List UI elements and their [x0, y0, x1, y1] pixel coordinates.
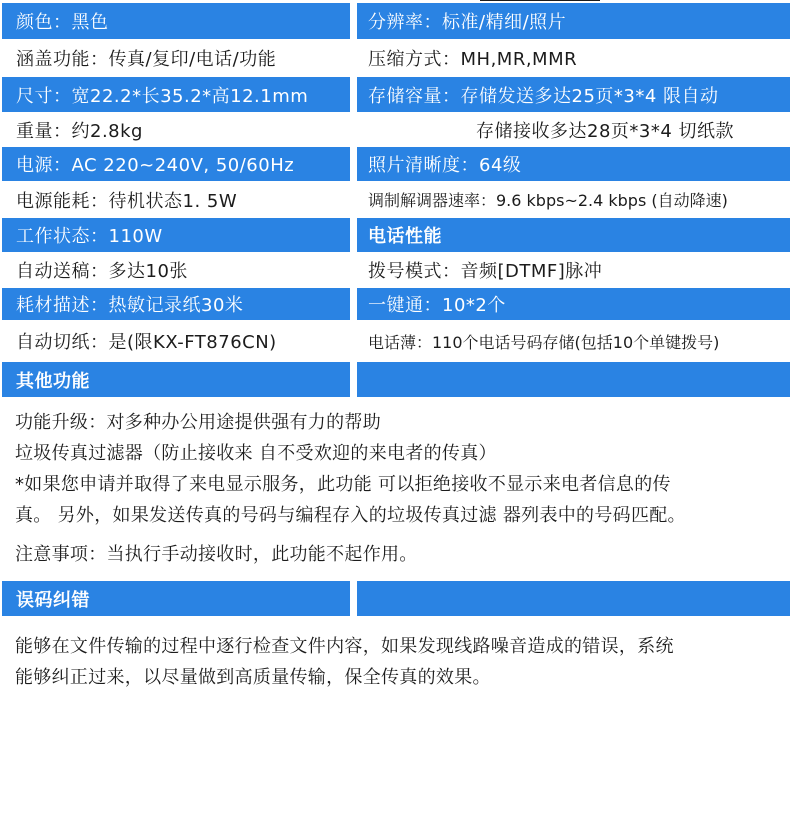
spec-photo-quality: 照片清晰度：64级: [357, 147, 790, 181]
spec-functions: 涵盖功能：传真/复印/电话/功能: [2, 40, 350, 76]
phone-performance-heading: 电话性能: [357, 218, 790, 252]
spec-row-color: [0, 3, 790, 39]
spec-modem-speed: 调制解调器速率：9.6 kbps~2.4 kbps (自动降速): [357, 182, 790, 217]
spec-size: 尺寸：宽22.2*长35.2*高12.1mm: [2, 77, 350, 112]
spec-row-weight: [0, 113, 790, 146]
spec-power: 电源：AC 220~240V, 50/60Hz: [2, 147, 350, 181]
paragraph-line: *如果您申请并取得了来电显示服务，此功能 可以拒绝接收不显示来电者信息的传: [15, 474, 671, 495]
other-functions-header-row: [0, 362, 790, 397]
note-text: [15, 539, 785, 570]
paragraph-line: 真。 另外，如果发送传真的号码与编程存入的垃圾传真过滤 器列表中的号码匹配。: [15, 505, 686, 526]
spec-storage-receive: 存储接收多达28页*3*4 切纸款: [357, 113, 790, 146]
spec-color: 颜色：黑色: [2, 3, 350, 39]
error-correction-header-row: [0, 581, 790, 616]
paragraph-line: 能够在文件传输的过程中逐行检查文件内容，如果发现线路噪音造成的错误，系统: [15, 636, 674, 657]
header-filler: [357, 362, 790, 397]
other-functions-text: [15, 407, 785, 531]
other-functions-heading: 其他功能: [2, 362, 350, 397]
spec-standby-power: 电源能耗：待机状态1. 5W: [2, 182, 350, 217]
spec-weight: 重量：约2.8kg: [2, 113, 350, 146]
spec-dial-mode: 拨号模式：音频[DTMF]脉冲: [357, 253, 790, 287]
spec-row-power: [0, 147, 790, 181]
paragraph-line: 垃圾传真过滤器（防止接收来 自不受欢迎的来电者的传真）: [15, 443, 497, 464]
spec-row-size: [0, 77, 790, 112]
spec-auto-cut: 自动切纸：是(限KX-FT876CN): [2, 321, 350, 361]
spec-row-working-power: [0, 218, 790, 252]
spec-working-power: 工作状态：110W: [2, 218, 350, 252]
spec-storage: 存储容量：存储发送多达25页*3*4 限自动: [357, 77, 790, 112]
spec-auto-feed: 自动送稿：多达10张: [2, 253, 350, 287]
spec-row-power-consumption: [0, 182, 790, 217]
error-correction-text: [15, 631, 785, 693]
spec-compression: 压缩方式：MH,MR,MMR: [357, 40, 790, 76]
top-divider: [480, 0, 600, 1]
spec-resolution: 分辨率：标准/精细/照片: [357, 3, 790, 39]
paragraph-line: 功能升级：对多种办公用途提供强有力的帮助: [15, 412, 381, 433]
spec-row-auto-feed: [0, 253, 790, 287]
note-line: 注意事项：当执行手动接收时，此功能不起作用。: [15, 544, 418, 565]
spec-row-functions: [0, 40, 790, 76]
error-correction-heading: 误码纠错: [2, 581, 350, 616]
paragraph-line: 能够纠正过来，以尽量做到高质量传输，保全传真的效果。: [15, 667, 491, 688]
spec-row-consumables: [0, 288, 790, 320]
spec-one-touch: 一键通：10*2个: [357, 288, 790, 320]
spec-phonebook: 电话薄：110个电话号码存储(包括10个单键拨号): [357, 321, 790, 361]
spec-consumables: 耗材描述：热敏记录纸30米: [2, 288, 350, 320]
spec-row-auto-cut: [0, 321, 790, 361]
header-filler: [357, 581, 790, 616]
